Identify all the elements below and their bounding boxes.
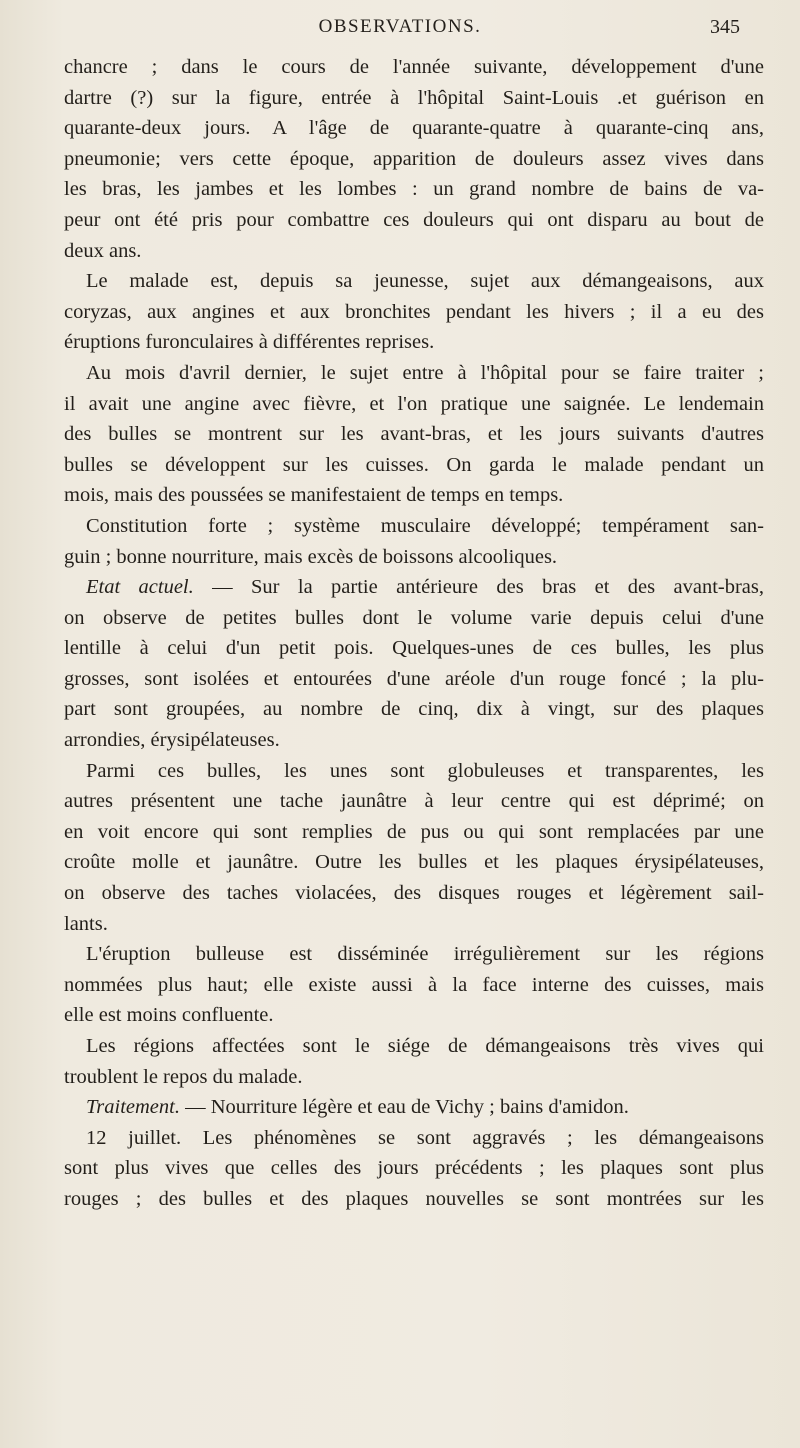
text-line: part sont groupées, au nombre de cinq, dix à vingt, sur des plaques bbox=[64, 698, 764, 721]
text-line: bulles se développent sur les cuisses. On garda le malade pendant un bbox=[64, 453, 764, 476]
text-line: peur ont été pris pour combattre ces douleurs qui ont disparu au bout de bbox=[64, 208, 764, 231]
section-label-traitement: Traitement. bbox=[86, 1096, 180, 1119]
text-line: sont plus vives que celles des jours précédents ; les plaques sont plus bbox=[64, 1157, 764, 1180]
text-line: pneumonie; vers cette époque, apparition de douleurs assez vives dans bbox=[64, 147, 764, 170]
text-line: des bulles se montrent sur les avant-bras, et les jours suivants d'autres bbox=[64, 423, 764, 446]
text-line: mois, mais des poussées se manifestaient de temps en temps. bbox=[64, 484, 564, 507]
text-line: elle est moins confluente. bbox=[64, 1004, 274, 1027]
text-line: coryzas, aux angines et aux bronchites pendant les hivers ; il a eu des bbox=[64, 300, 764, 323]
text-line: lentille à celui d'un petit pois. Quelques-unes de ces bulles, les plus bbox=[64, 637, 764, 660]
body-text bbox=[64, 52, 764, 1215]
text-span: — Sur la partie antérieure des bras et des avant-bras, bbox=[193, 576, 764, 599]
text-line: 12 juillet. Les phénomènes se sont aggravés ; les démangeaisons bbox=[86, 1126, 764, 1149]
text-line: croûte molle et jaunâtre. Outre les bulles et les plaques érysipélateuses, bbox=[64, 851, 764, 874]
text-line: Constitution forte ; système musculaire développé; tempérament san- bbox=[86, 514, 764, 537]
text-line: éruptions furonculaires à différentes reprises. bbox=[64, 331, 435, 354]
text-line: Le malade est, depuis sa jeunesse, sujet aux démangeaisons, aux bbox=[86, 270, 764, 293]
text-line: dartre (?) sur la figure, entrée à l'hôpital Saint-Louis .et guérison en bbox=[64, 86, 764, 109]
text-line: en voit encore qui sont remplies de pus ou qui sont remplacées par une bbox=[64, 820, 764, 843]
page-header bbox=[0, 16, 800, 46]
text-line bbox=[64, 1092, 764, 1123]
text-line: les bras, les jambes et les lombes : un grand nombre de bains de va- bbox=[64, 178, 764, 201]
text-line: on observe des taches violacées, des disques rouges et légèrement sail- bbox=[64, 882, 764, 905]
text-span: — Nourriture légère et eau de Vichy ; bains d'amidon. bbox=[179, 1096, 629, 1119]
text-line: Au mois d'avril dernier, le sujet entre à l'hôpital pour se faire traiter ; bbox=[86, 361, 764, 384]
text-line: nommées plus haut; elle existe aussi à la face interne des cuisses, mais bbox=[64, 973, 764, 996]
text-line: autres présentent une tache jaunâtre à leur centre qui est déprimé; on bbox=[64, 790, 764, 813]
text-line: rouges ; des bulles et des plaques nouvelles se sont montrées sur les bbox=[64, 1187, 764, 1210]
text-line: deux ans. bbox=[64, 239, 142, 262]
text-line: il avait une angine avec fièvre, et l'on pratique une saignée. Le lendemain bbox=[64, 392, 764, 415]
text-line: L'éruption bulleuse est disséminée irrégulièrement sur les régions bbox=[86, 943, 764, 966]
text-line: chancre ; dans le cours de l'année suivante, développement d'une bbox=[64, 56, 764, 78]
text-line: lants. bbox=[64, 912, 108, 935]
text-line: Parmi ces bulles, les unes sont globuleuses et transparentes, les bbox=[86, 759, 764, 782]
running-title: OBSERVATIONS. bbox=[318, 16, 482, 37]
text-line: arrondies, érysipélateuses. bbox=[64, 729, 280, 752]
section-label-etat-actuel: Etat actuel. bbox=[86, 576, 194, 599]
text-line: Les régions affectées sont le siége de démangeaisons très vives qui bbox=[86, 1035, 764, 1057]
text-line: troublent le repos du malade. bbox=[64, 1065, 303, 1088]
text-line bbox=[64, 572, 764, 603]
text-line: quarante-deux jours. A l'âge de quarante-quatre à quarante-cinq ans, bbox=[64, 117, 764, 140]
text-line: grosses, sont isolées et entourées d'une aréole d'un rouge foncé ; la plu- bbox=[64, 667, 764, 690]
text-line: on observe de petites bulles dont le volume varie depuis celui d'une bbox=[64, 606, 764, 629]
page-number: 345 bbox=[710, 16, 740, 38]
text-line: guin ; bonne nourriture, mais excès de boissons alcooliques. bbox=[64, 545, 558, 568]
